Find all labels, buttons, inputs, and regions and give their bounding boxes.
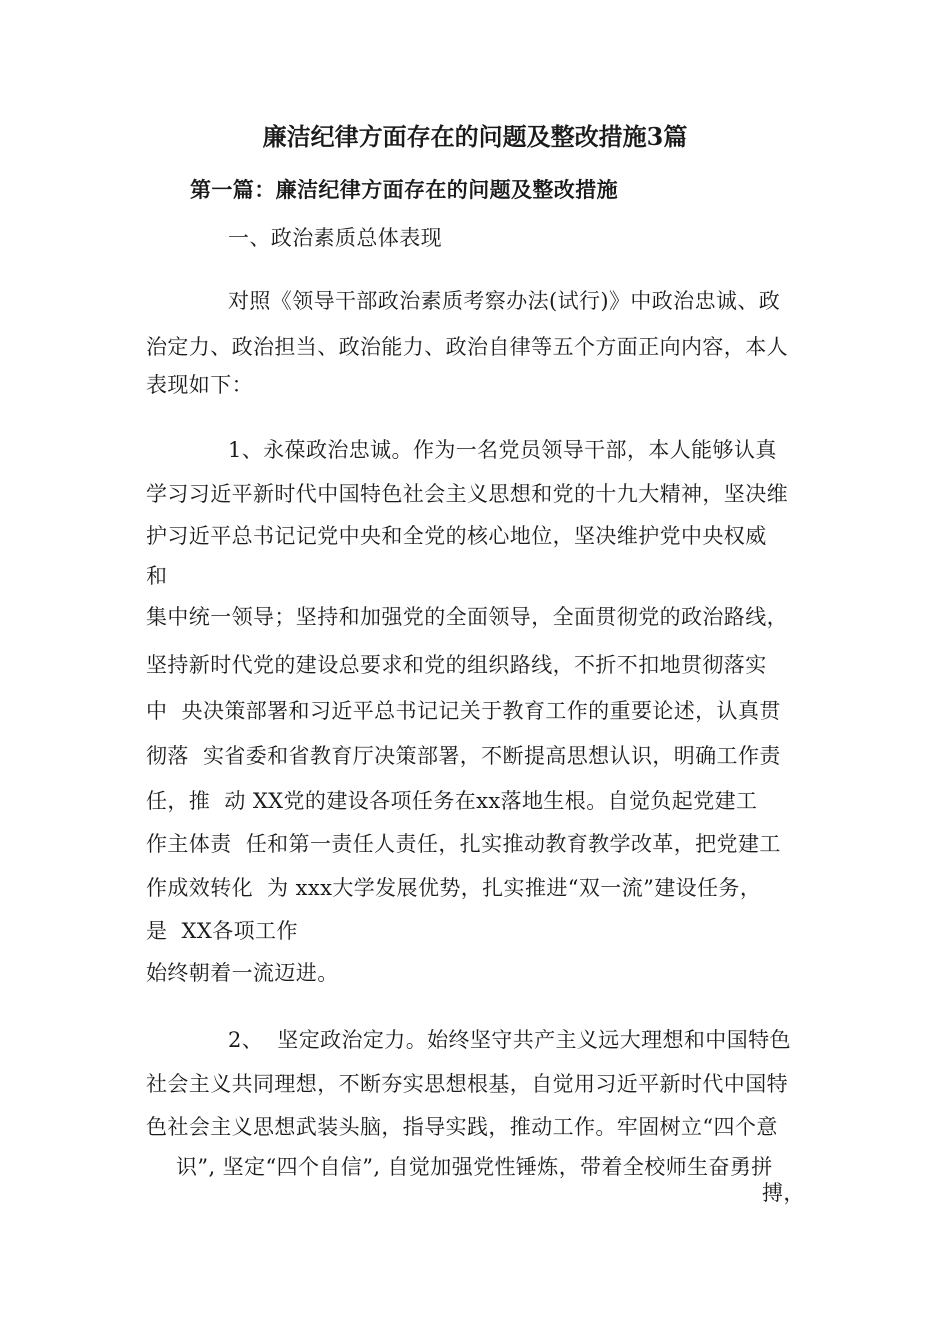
item1-line: 坚持新时代党的建设总要求和党的组织路线，不折不扣地贯彻落实 [146, 653, 767, 677]
item1-line: 和 [146, 564, 168, 588]
item1-line: 学习习近平新时代中国特色社会主义思想和党的十九大精神，坚决维 [146, 482, 788, 506]
item1-line: 任，推 动 XX党的建设各项任务在xx落地生根。自觉负起党建工 [146, 789, 758, 813]
item1-line: 护习近平总书记记党中央和全党的核心地位，坚决维护党中央权威 [146, 524, 767, 548]
item1-line: 1、永葆政治忠诚。作为一名党员领导干部，本人能够认真 [228, 438, 777, 462]
item2-line: 社会主义共同理想，不断夯实思想根基，自觉用习近平新时代中国特 [146, 1072, 788, 1096]
document-title: 廉洁纪律方面存在的问题及整改措施3篇 [262, 122, 688, 151]
item1-line: 集中统一领导；坚持和加强党的全面领导，全面贯彻党的政治路线， [146, 605, 788, 629]
item1-line: 作主体责 任和第一责任人责任，扎实推动教育教学改革，把党建工 [146, 832, 781, 856]
item2-line: 色社会主义思想武装头脑，指导实践，推动工作。牢固树立“四个意 [146, 1115, 778, 1139]
intro-line: 对照《领导干部政治素质考察办法(试行)》中政治忠诚、政 [228, 289, 781, 313]
item1-line: 作成效转化 为 xxx大学发展优势，扎实推进“双一流”建设任务， [146, 876, 762, 900]
item2-line: 2、 坚定政治定力。始终坚守共产主义远大理想和中国特色 [228, 1028, 791, 1052]
item1-line: 是 XX各项工作 [146, 919, 298, 943]
intro-line: 表现如下： [146, 373, 253, 397]
part-heading: 第一篇：廉洁纪律方面存在的问题及整改措施 [190, 177, 618, 202]
item1-line: 彻落 实省委和省教育厅决策部署，不断提高思想认识，明确工作责 [146, 744, 781, 768]
intro-line: 治定力、政治担当、政治能力、政治自律等五个方面正向内容，本人 [146, 335, 788, 359]
section-heading: 一、政治素质总体表现 [228, 226, 442, 250]
item1-line: 始终朝着一流迈进。 [146, 961, 339, 985]
item2-line: 搏， [762, 1181, 805, 1205]
item2-line: 识”, 坚定“四个自信”, 自觉加强党性锤炼，带着全校师生奋勇拼 [176, 1155, 773, 1179]
item1-line: 中 央决策部署和习近平总书记记关于教育工作的重要论述，认真贯 [146, 699, 781, 723]
